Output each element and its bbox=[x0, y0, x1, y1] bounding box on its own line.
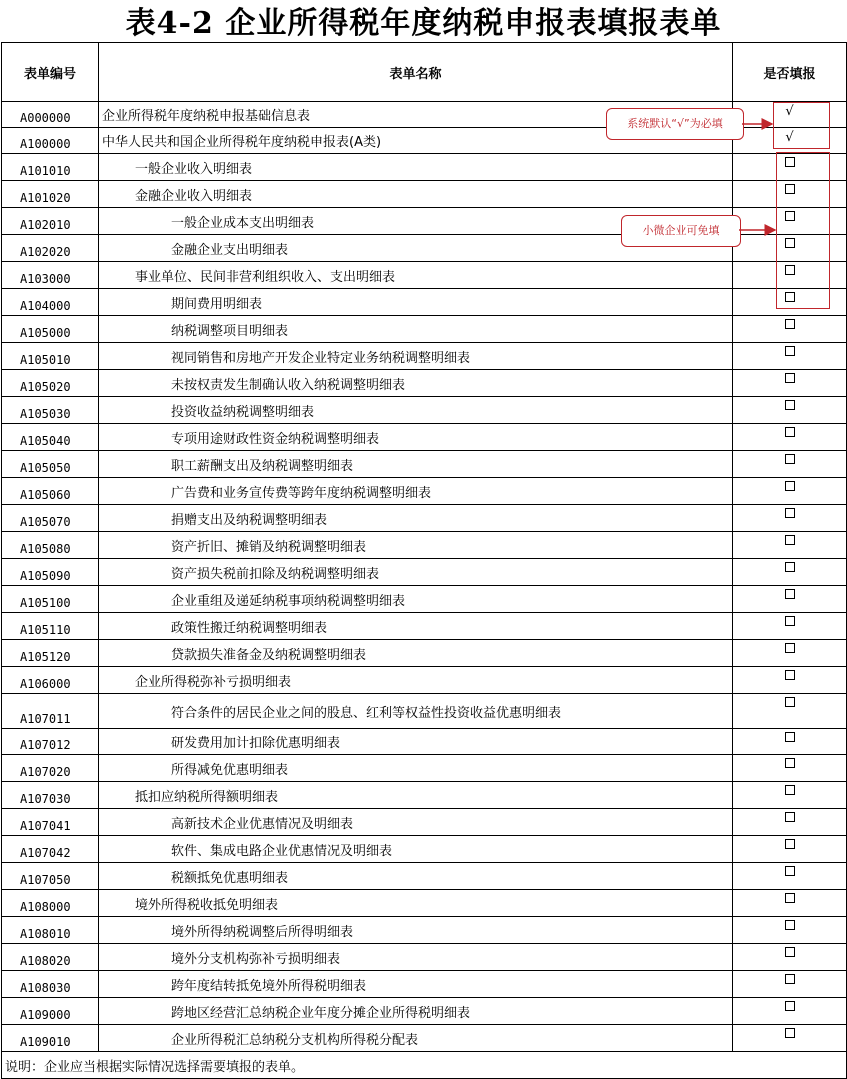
table-row bbox=[2, 181, 847, 208]
fill-cell bbox=[733, 532, 847, 559]
form-code: A101010 bbox=[2, 154, 99, 181]
fill-cell bbox=[733, 890, 847, 917]
fill-cell bbox=[733, 729, 847, 755]
fill-checkbox[interactable] bbox=[785, 535, 795, 545]
fill-cell bbox=[733, 1025, 847, 1052]
table-row bbox=[2, 667, 847, 694]
form-code: A000000 bbox=[2, 102, 99, 128]
exempt-highlight-box bbox=[776, 152, 830, 309]
form-code: A105100 bbox=[2, 586, 99, 613]
form-code: A105010 bbox=[2, 343, 99, 370]
fill-cell bbox=[733, 478, 847, 505]
form-code: A107042 bbox=[2, 836, 99, 863]
form-name: 跨年度结转抵免境外所得税明细表 bbox=[99, 971, 733, 998]
form-code: A102020 bbox=[2, 235, 99, 262]
form-name: 视同销售和房地产开发企业特定业务纳税调整明细表 bbox=[99, 343, 733, 370]
form-code: A108000 bbox=[2, 890, 99, 917]
fill-checkbox[interactable] bbox=[785, 812, 795, 822]
form-code: A105060 bbox=[2, 478, 99, 505]
fill-cell bbox=[733, 917, 847, 944]
form-code: A109000 bbox=[2, 998, 99, 1025]
form-code: A102010 bbox=[2, 208, 99, 235]
form-code: A107011 bbox=[2, 694, 99, 729]
fill-cell bbox=[733, 782, 847, 809]
required-callout: 系统默认“√”为必填 bbox=[606, 108, 744, 140]
form-name: 符合条件的居民企业之间的股息、红利等权益性投资收益优惠明细表 bbox=[99, 694, 733, 729]
table-row bbox=[2, 729, 847, 755]
form-name: 企业所得税年度纳税申报基础信息表 bbox=[99, 102, 733, 128]
fill-checkbox[interactable] bbox=[785, 481, 795, 491]
fill-checkbox[interactable] bbox=[785, 400, 795, 410]
fill-checkbox[interactable] bbox=[785, 319, 795, 329]
table-row bbox=[2, 944, 847, 971]
table-row bbox=[2, 971, 847, 998]
fill-cell bbox=[733, 397, 847, 424]
required-check-icon: √ bbox=[785, 130, 794, 145]
form-name: 专项用途财政性资金纳税调整明细表 bbox=[99, 424, 733, 451]
form-name: 研发费用加计扣除优惠明细表 bbox=[99, 729, 733, 755]
form-name: 境外所得税收抵免明细表 bbox=[99, 890, 733, 917]
fill-checkbox[interactable] bbox=[785, 732, 795, 742]
table-row bbox=[2, 397, 847, 424]
form-name: 企业所得税汇总纳税分支机构所得税分配表 bbox=[99, 1025, 733, 1052]
table-row bbox=[2, 782, 847, 809]
form-code: A106000 bbox=[2, 667, 99, 694]
fill-checkbox[interactable] bbox=[785, 974, 795, 984]
form-name: 广告费和业务宣传费等跨年度纳税调整明细表 bbox=[99, 478, 733, 505]
fill-checkbox[interactable] bbox=[785, 373, 795, 383]
table-row bbox=[2, 1025, 847, 1052]
form-name: 中华人民共和国企业所得税年度纳税申报表(A类) bbox=[99, 128, 733, 154]
form-name: 税额抵免优惠明细表 bbox=[99, 863, 733, 890]
form-code: A105110 bbox=[2, 613, 99, 640]
fill-checkbox[interactable] bbox=[785, 346, 795, 356]
table-row bbox=[2, 809, 847, 836]
form-name: 抵扣应纳税所得额明细表 bbox=[99, 782, 733, 809]
table-row bbox=[2, 836, 847, 863]
form-name: 高新技术企业优惠情况及明细表 bbox=[99, 809, 733, 836]
fill-cell bbox=[733, 755, 847, 782]
form-code: A105070 bbox=[2, 505, 99, 532]
form-name: 贷款损失准备金及纳税调整明细表 bbox=[99, 640, 733, 667]
fill-checkbox[interactable] bbox=[785, 947, 795, 957]
fill-cell bbox=[733, 343, 847, 370]
form-code: A107012 bbox=[2, 729, 99, 755]
form-name: 资产损失税前扣除及纳税调整明细表 bbox=[99, 559, 733, 586]
fill-checkbox[interactable] bbox=[785, 508, 795, 518]
fill-cell bbox=[733, 424, 847, 451]
header-code: 表单编号 bbox=[2, 43, 99, 102]
form-code: A105050 bbox=[2, 451, 99, 478]
fill-cell bbox=[733, 694, 847, 729]
fill-checkbox[interactable] bbox=[785, 589, 795, 599]
table-row bbox=[2, 451, 847, 478]
fill-checkbox[interactable] bbox=[785, 920, 795, 930]
table-row bbox=[2, 613, 847, 640]
table-row bbox=[2, 559, 847, 586]
fill-checkbox[interactable] bbox=[785, 785, 795, 795]
fill-checkbox[interactable] bbox=[785, 893, 795, 903]
form-name: 政策性搬迁纳税调整明细表 bbox=[99, 613, 733, 640]
fill-cell bbox=[733, 944, 847, 971]
form-name: 一般企业收入明细表 bbox=[99, 154, 733, 181]
form-name: 软件、集成电路企业优惠情况及明细表 bbox=[99, 836, 733, 863]
form-name: 跨地区经营汇总纳税企业年度分摊企业所得税明细表 bbox=[99, 998, 733, 1025]
form-name: 纳税调整项目明细表 bbox=[99, 316, 733, 343]
form-name: 投资收益纳税调整明细表 bbox=[99, 397, 733, 424]
table-row bbox=[2, 505, 847, 532]
fill-checkbox[interactable] bbox=[785, 670, 795, 680]
note-text: 说明：企业应当根据实际情况选择需要填报的表单。 bbox=[2, 1052, 847, 1079]
table-row bbox=[2, 586, 847, 613]
form-name: 所得减免优惠明细表 bbox=[99, 755, 733, 782]
form-code: A101020 bbox=[2, 181, 99, 208]
fill-cell bbox=[733, 586, 847, 613]
fill-checkbox[interactable] bbox=[785, 866, 795, 876]
fill-cell bbox=[733, 316, 847, 343]
table-header-row bbox=[2, 43, 847, 102]
form-name: 期间费用明细表 bbox=[99, 289, 733, 316]
note-row bbox=[2, 1052, 847, 1079]
form-code: A108010 bbox=[2, 917, 99, 944]
table-row bbox=[2, 478, 847, 505]
form-name: 捐赠支出及纳税调整明细表 bbox=[99, 505, 733, 532]
required-highlight-box bbox=[773, 102, 830, 149]
form-name: 一般企业成本支出明细表 bbox=[99, 208, 733, 235]
form-code: A109010 bbox=[2, 1025, 99, 1052]
table-row bbox=[2, 863, 847, 890]
form-code: A103000 bbox=[2, 262, 99, 289]
form-list-table bbox=[1, 42, 847, 1079]
fill-cell bbox=[733, 863, 847, 890]
fill-checkbox[interactable] bbox=[785, 616, 795, 626]
table-row bbox=[2, 755, 847, 782]
table-row bbox=[2, 154, 847, 181]
form-name: 资产折旧、摊销及纳税调整明细表 bbox=[99, 532, 733, 559]
fill-checkbox[interactable] bbox=[785, 562, 795, 572]
form-code: A107020 bbox=[2, 755, 99, 782]
form-code: A108030 bbox=[2, 971, 99, 998]
table-row bbox=[2, 316, 847, 343]
table-row bbox=[2, 532, 847, 559]
fill-cell bbox=[733, 971, 847, 998]
fill-checkbox[interactable] bbox=[785, 1001, 795, 1011]
fill-checkbox[interactable] bbox=[785, 427, 795, 437]
form-code: A104000 bbox=[2, 289, 99, 316]
exempt-callout: 小微企业可免填 bbox=[621, 215, 741, 247]
form-name: 企业重组及递延纳税事项纳税调整明细表 bbox=[99, 586, 733, 613]
form-name: 金融企业支出明细表 bbox=[99, 235, 733, 262]
fill-cell bbox=[733, 667, 847, 694]
form-name: 金融企业收入明细表 bbox=[99, 181, 733, 208]
form-code: A105040 bbox=[2, 424, 99, 451]
fill-checkbox[interactable] bbox=[785, 839, 795, 849]
table-row bbox=[2, 424, 847, 451]
fill-cell bbox=[733, 809, 847, 836]
fill-cell bbox=[733, 451, 847, 478]
table-row bbox=[2, 262, 847, 289]
form-code: A108020 bbox=[2, 944, 99, 971]
table-row bbox=[2, 343, 847, 370]
fill-checkbox[interactable] bbox=[785, 758, 795, 768]
table-row bbox=[2, 917, 847, 944]
table-row bbox=[2, 289, 847, 316]
form-code: A105080 bbox=[2, 532, 99, 559]
form-code: A105030 bbox=[2, 397, 99, 424]
table-row bbox=[2, 640, 847, 667]
fill-cell bbox=[733, 505, 847, 532]
form-name: 事业单位、民间非营利组织收入、支出明细表 bbox=[99, 262, 733, 289]
table-row bbox=[2, 694, 847, 729]
fill-checkbox[interactable] bbox=[785, 643, 795, 653]
form-code: A105020 bbox=[2, 370, 99, 397]
fill-cell bbox=[733, 559, 847, 586]
fill-cell bbox=[733, 640, 847, 667]
form-name: 境外分支机构弥补亏损明细表 bbox=[99, 944, 733, 971]
table-row bbox=[2, 370, 847, 397]
fill-checkbox[interactable] bbox=[785, 454, 795, 464]
form-name: 职工薪酬支出及纳税调整明细表 bbox=[99, 451, 733, 478]
form-code: A105120 bbox=[2, 640, 99, 667]
header-fill: 是否填报 bbox=[733, 43, 847, 102]
form-code: A105090 bbox=[2, 559, 99, 586]
required-check-icon: √ bbox=[785, 104, 794, 119]
form-code: A105000 bbox=[2, 316, 99, 343]
header-name: 表单名称 bbox=[99, 43, 733, 102]
form-name: 企业所得税弥补亏损明细表 bbox=[99, 667, 733, 694]
fill-checkbox[interactable] bbox=[785, 1028, 795, 1038]
fill-cell bbox=[733, 370, 847, 397]
fill-cell bbox=[733, 998, 847, 1025]
table-row bbox=[2, 890, 847, 917]
fill-cell bbox=[733, 836, 847, 863]
form-code: A100000 bbox=[2, 128, 99, 154]
page-title: 表4-2 企业所得税年度纳税申报表填报表单 bbox=[125, 6, 722, 41]
form-code: A107041 bbox=[2, 809, 99, 836]
form-name: 未按权责发生制确认收入纳税调整明细表 bbox=[99, 370, 733, 397]
table-row bbox=[2, 998, 847, 1025]
fill-checkbox[interactable] bbox=[785, 697, 795, 707]
form-code: A107030 bbox=[2, 782, 99, 809]
form-name: 境外所得纳税调整后所得明细表 bbox=[99, 917, 733, 944]
fill-cell bbox=[733, 613, 847, 640]
form-code: A107050 bbox=[2, 863, 99, 890]
